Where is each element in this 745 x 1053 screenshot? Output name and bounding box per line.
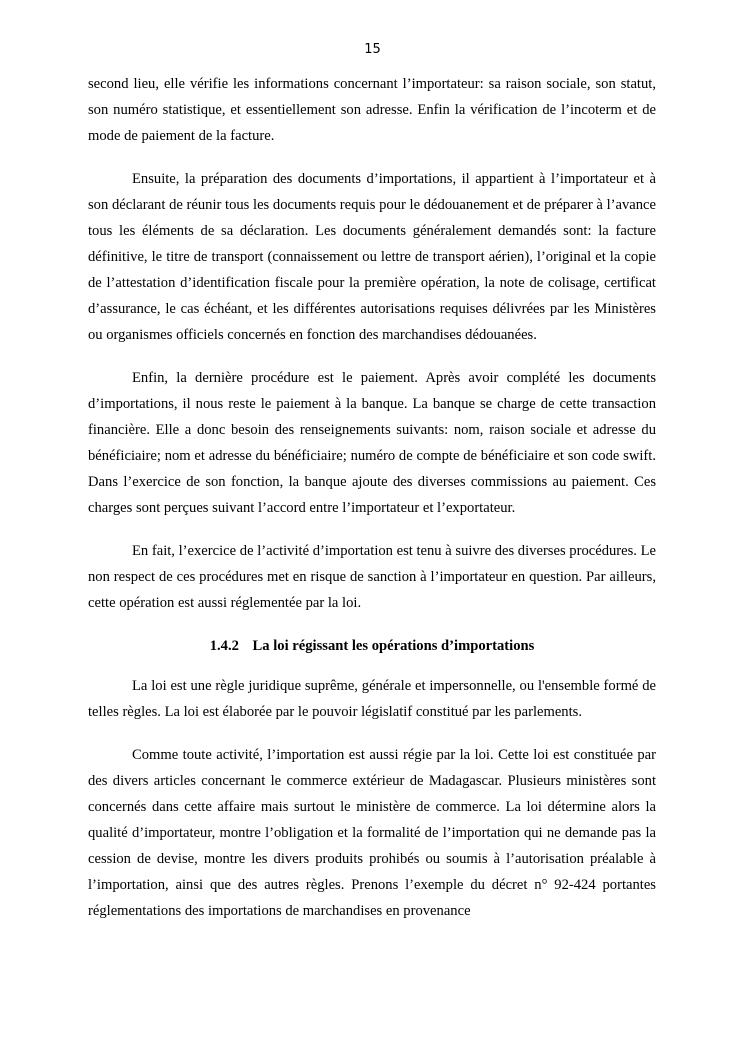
page-number: 15 <box>364 42 381 57</box>
paragraph-law-importation: Comme toute activité, l’importation est aussi régie par la loi. Cette loi est constituée par des divers articles concernant le commerce extérieur de Madagascar. Plusieurs ministères sont concernés dans cette affaire mais surtout le ministère de commerce. La loi détermine alors la qualité d’importateur, montre l’obligation et la formalité de l’importation qui ne demande pas la cession de devise, montre les divers produits prohibés ou soumis à l’autorisation préalable à l’importation, ainsi que des autres règles. Prenons l’exemple du décret n° 92-424 portantes réglementations des importations de marchandises en provenance <box>88 747 656 919</box>
section-title: La loi régissant les opérations d’importations <box>252 638 535 654</box>
section-number: 1.4.2 <box>209 638 239 654</box>
paragraph-procedures: En fait, l’exercice de l’activité d’importation est tenu à suivre des diverses procédures. Le non respect de ces procédures met en risque de sanction à l’importateur en question. Par ailleurs, cette opération est aussi réglementée par la loi. <box>88 543 656 611</box>
paragraph-continued: second lieu, elle vérifie les informations concernant l’importateur: sa raison sociale, son statut, son numéro statistique, et essentiellement son adresse. Enfin la vérification de l’incoterm et de mode de paiement de la facture. <box>88 76 656 144</box>
paragraph-payment: Enfin, la dernière procédure est le paiement. Après avoir complété les documents d’importations, il nous reste le paiement à la banque. La banque se charge de cette transaction financière. Elle a donc besoin des renseignements suivants: nom, raison sociale et adresse du bénéficiaire; nom et adresse du bénéficiaire; numéro de compte de bénéficiaire et son code swift. Dans l’exercice de son fonction, la banque ajoute des diverses commissions au paiement. Ces charges sont perçues suivant l’accord entre l’importateur et l’exportateur. <box>88 370 656 516</box>
section-heading <box>88 633 656 659</box>
paragraph-law-definition: La loi est une règle juridique suprême, générale et impersonnelle, ou l'ensemble formé de telles règles. La loi est élaborée par le pouvoir législatif constitué par les parlements. <box>88 678 656 720</box>
document-body <box>88 71 656 941</box>
paragraph-documents: Ensuite, la préparation des documents d’importations, il appartient à l’importateur et à son déclarant de réunir tous les documents requis pour le dédouanement et de préparer à l’avance tous les éléments de sa déclaration. Les documents généralement demandés sont: la facture définitive, le titre de transport (connaissement ou lettre de transport aérien), l’original et la copie de l’attestation d’identification fiscale pour la première opération, la note de colisage, certificat d’assurance, le cas échéant, et les différentes autorisations requises délivrées par les Ministères ou organismes officiels concernés en fonction des marchandises dédouanées. <box>88 171 656 343</box>
